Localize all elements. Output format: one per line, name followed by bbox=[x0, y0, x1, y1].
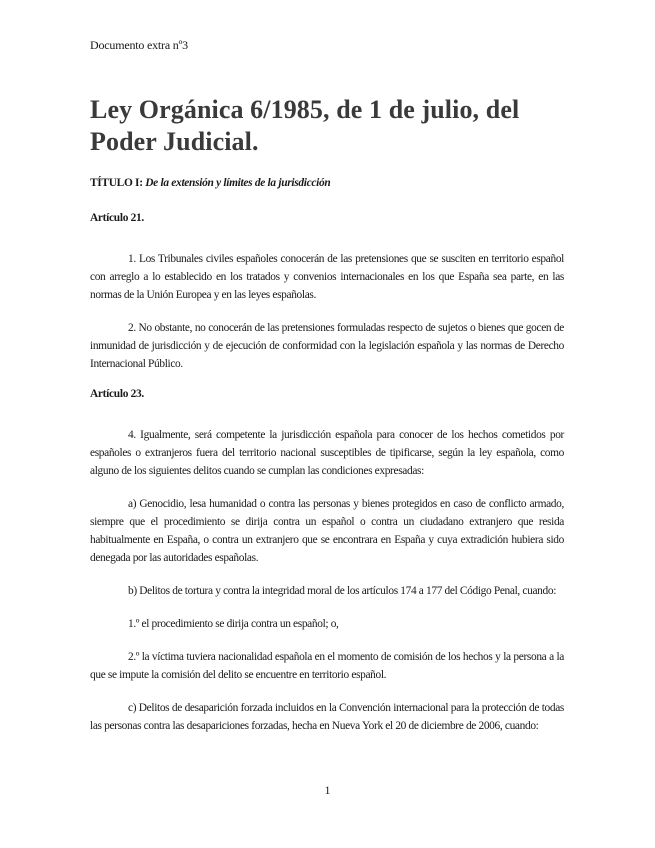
articulo-23-item-b-2: 2.º la víctima tuviera nacionalidad española en el momento de comisión de los hechos y la persona a la que se impute la comisión del delito se encuentre en territorio español. bbox=[90, 651, 564, 681]
articulo-21-heading: Artículo 21. bbox=[90, 212, 144, 224]
articulo-21-paragraph-1: 1. Los Tribunales civiles españoles conocerán de las pretensiones que se susciten en territorio español con arreglo a lo establecido en los tratados y convenios internacionales en los que España sea parte, en las normas de la Unión Europea y en las leyes españolas. bbox=[90, 253, 564, 301]
articulo-23-heading: Artículo 23. bbox=[90, 388, 144, 400]
titulo-text: De la extensión y límites de la jurisdicción bbox=[145, 177, 331, 189]
articulo-23-item-c: c) Delitos de desaparición forzada incluidos en la Convención internacional para la protección de todas las personas contra las desapariciones forzadas, hecha en Nueva York el 20 de diciembre de 2006, cuando: bbox=[90, 702, 564, 732]
articulo-21-paragraph-2: 2. No obstante, no conocerán de las pretensiones formuladas respecto de sujetos o bienes que gocen de inmunidad de jurisdicción y de ejecución de conformidad con la legislación española y las normas de Derecho Internacional Público. bbox=[90, 322, 564, 370]
document-body bbox=[90, 177, 564, 750]
titulo-heading bbox=[90, 177, 564, 189]
articulo-23-item-b: b) Delitos de tortura y contra la integridad moral de los artículos 174 a 177 del Código Penal, cuando: bbox=[128, 585, 557, 597]
page-number: 1 bbox=[324, 783, 331, 797]
articulo-23-item-b-1: 1.º el procedimiento se dirija contra un español; o, bbox=[128, 618, 339, 630]
articulo-23-item-a: a) Genocidio, lesa humanidad o contra las personas y bienes protegidos en caso de conflicto armado, siempre que el procedimiento se dirija contra un español o contra un ciudadano extranjero que resida habitualmente en España, o contra un extranjero que se encontrara en España y cuya extradición hubiera sido denegada por las autoridades españolas. bbox=[90, 498, 564, 564]
titulo-label: TÍTULO I: bbox=[90, 177, 143, 189]
header-note: Documento extra nº3 bbox=[90, 38, 188, 52]
document-title: Ley Orgánica 6/1985, de 1 de julio, del Poder Judicial. bbox=[90, 95, 520, 156]
articulo-23-paragraph-4: 4. Igualmente, será competente la jurisdicción española para conocer de los hechos cometidos por españoles o extranjeros fuera del territorio nacional susceptibles de tipificarse, según la ley española, como alguno de los siguientes delitos cuando se cumplan las condiciones expresadas: bbox=[90, 429, 564, 477]
